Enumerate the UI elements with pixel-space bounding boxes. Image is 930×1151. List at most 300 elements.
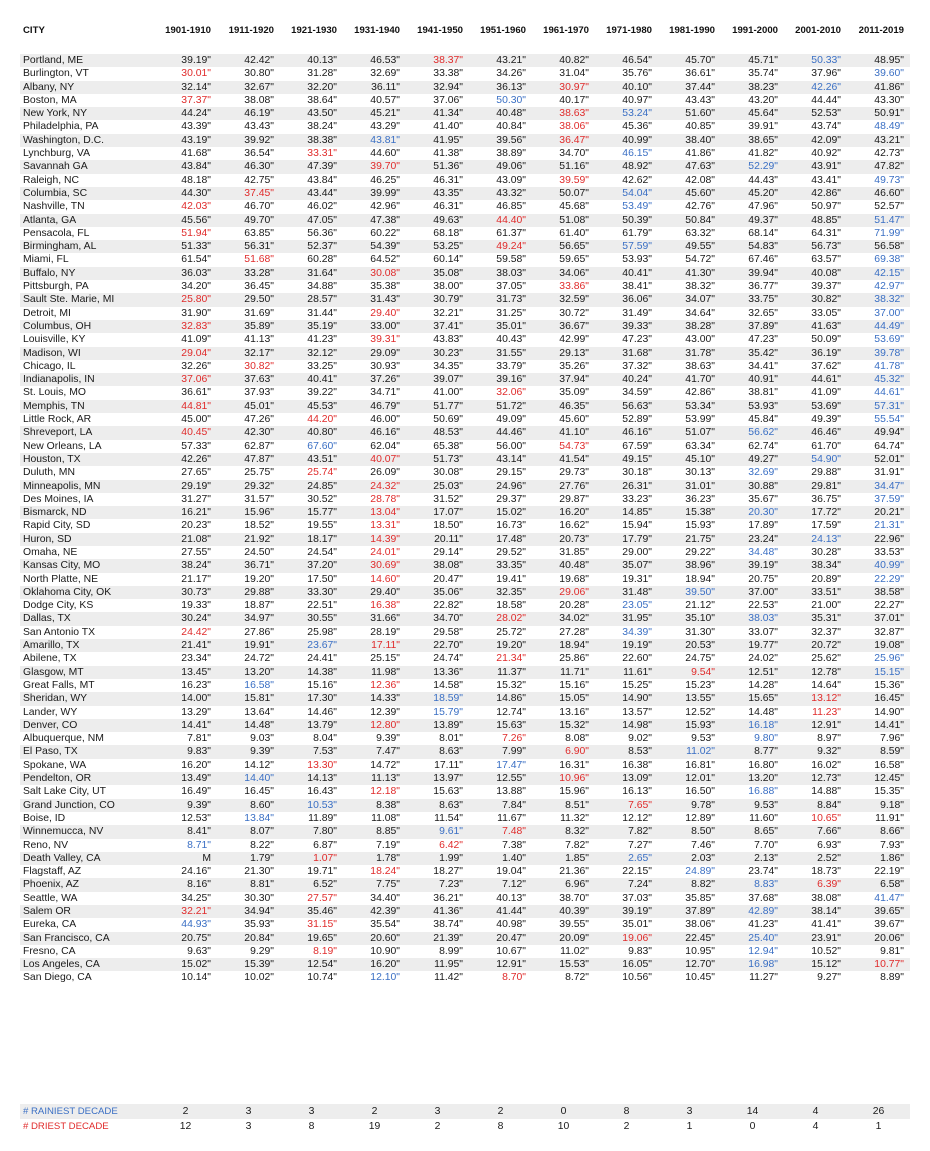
precip-cell: 20.21" (847, 506, 910, 519)
precip-cell: 49.70" (217, 214, 280, 227)
precip-cell: 34.40" (370, 892, 400, 904)
precip-cell-driest: 37.37" (181, 94, 211, 106)
precip-cell: 43.09" (496, 174, 526, 186)
precip-cell: 63.32" (685, 227, 715, 239)
precip-cell: 41.86" (685, 148, 715, 160)
precip-cell: 14.28" (748, 679, 778, 691)
precip-cell: 67.59" (622, 440, 652, 452)
precip-cell: 36.03" (154, 267, 217, 280)
precip-cell: 30.52" (307, 493, 337, 505)
precip-cell: 30.82" (784, 293, 847, 306)
precip-cell: 8.22" (250, 839, 274, 851)
precip-cell: 15.96" (217, 506, 280, 519)
precip-cell-driest: 42.03" (181, 201, 211, 213)
precip-cell-driest: 44.20" (307, 414, 337, 426)
precip-cell: 19.20" (244, 573, 274, 585)
precip-cell: 50.07" (532, 187, 595, 200)
precip-cell: 19.31" (622, 573, 652, 585)
precip-cell-rainiest: 15.79" (433, 706, 463, 718)
precip-cell-rainiest: 37.59" (874, 493, 904, 505)
precip-cell: 40.48" (469, 107, 532, 120)
precip-cell: 51.16" (532, 160, 595, 173)
precip-cell: 30.73" (154, 586, 217, 599)
precip-cell-rainiest: 16.88" (748, 786, 778, 798)
precip-cell: 41.68" (181, 148, 211, 160)
precip-cell: 23.24" (721, 533, 784, 546)
precip-cell-rainiest: 67.60" (307, 440, 337, 452)
precip-cell: 18.94" (685, 573, 715, 585)
precip-cell: 15.96" (559, 786, 589, 798)
precip-cell-rainiest: 32.69" (748, 467, 778, 479)
precip-cell: 40.99" (595, 134, 658, 147)
precip-cell-driest: 9.54" (658, 666, 721, 679)
precip-cell: 8.77" (721, 745, 784, 758)
precip-cell: 51.60" (658, 107, 721, 120)
precip-cell: 44.24" (154, 107, 217, 120)
rainiest-count: 8 (595, 1104, 658, 1119)
precip-cell: 15.77" (280, 506, 343, 519)
precip-cell: 8.66" (847, 825, 910, 838)
precip-cell: 16.05" (595, 958, 658, 971)
table-row (20, 373, 910, 386)
precip-cell: 19.41" (496, 573, 526, 585)
precip-cell: 41.63" (784, 320, 847, 333)
city-cell: Abilene, TX (23, 653, 77, 665)
precip-cell: 34.70" (406, 612, 469, 625)
city-cell: Savannah GA (20, 160, 154, 173)
precip-cell: 39.65" (847, 905, 910, 918)
precip-cell: 15.25" (622, 679, 652, 691)
precip-cell: 33.28" (217, 267, 280, 280)
precip-cell: 9.32" (784, 745, 847, 758)
precip-cell: 34.20" (181, 281, 211, 293)
precip-cell: 30.13" (685, 467, 715, 479)
precip-cell: 31.68" (595, 347, 658, 360)
precip-cell: 29.15" (496, 467, 526, 479)
precip-cell: 10.45" (685, 972, 715, 984)
precip-cell: 23.74" (748, 866, 778, 878)
precip-cell: 17.79" (595, 533, 658, 546)
precip-cell: 6.96" (532, 878, 595, 891)
table-row (20, 386, 910, 399)
precip-cell-rainiest: 44.49" (847, 320, 910, 333)
precip-cell: 20.06" (847, 932, 910, 945)
precip-cell: 61.37" (496, 227, 526, 239)
precip-cell: 21.39" (406, 932, 469, 945)
precip-cell: 40.10" (595, 81, 658, 94)
precip-cell: 14.72" (370, 759, 400, 771)
precip-cell: 41.09" (181, 334, 211, 346)
precip-cell: 15.12" (784, 958, 847, 971)
column-header-decade: 1931-1940 (354, 25, 400, 36)
precip-cell: 56.36" (307, 227, 337, 239)
precip-cell: 39.92" (217, 134, 280, 147)
table-row (20, 865, 910, 878)
precip-cell: 37.05" (496, 281, 526, 293)
precip-cell: 39.16" (469, 373, 532, 386)
table-row (20, 573, 910, 586)
precip-cell: 39.33" (595, 320, 658, 333)
precip-cell: 41.44" (469, 905, 532, 918)
precip-cell: 45.21" (343, 107, 406, 120)
precip-cell: 16.81" (685, 759, 715, 771)
precip-cell: 53.93" (721, 400, 784, 413)
precip-cell: 8.08" (565, 733, 589, 745)
precip-cell: 31.43" (343, 293, 406, 306)
column-header-decade: 1971-1980 (606, 25, 652, 36)
precip-cell: 21.41" (154, 639, 217, 652)
precip-cell: 47.23" (622, 334, 652, 346)
city-cell: Columbus, OH (20, 320, 154, 333)
precip-cell-driest: 30.97" (532, 81, 595, 94)
precip-cell: 12.70" (658, 958, 721, 971)
precip-cell: 16.31" (559, 759, 589, 771)
city-cell: Sheridan, WY (20, 692, 154, 705)
precip-cell: 56.58" (847, 240, 910, 253)
precip-cell: 36.13" (469, 81, 532, 94)
table-row (20, 825, 910, 838)
precip-cell-rainiest: 25.96" (874, 653, 904, 665)
precip-cell: 31.55" (469, 347, 532, 360)
precip-cell: 38.81" (748, 387, 778, 399)
precip-cell: 40.98" (496, 919, 526, 931)
precip-cell: 15.02" (469, 506, 532, 519)
precip-cell: 52.01" (847, 453, 910, 466)
precip-cell: 15.05" (532, 692, 595, 705)
precip-cell: 32.37" (811, 626, 841, 638)
precip-cell: 39.19" (595, 905, 658, 918)
city-cell: Glasgow, MT (20, 666, 154, 679)
precip-cell: 43.44" (280, 187, 343, 200)
precip-cell: 16.50" (685, 786, 715, 798)
precip-cell: 68.18" (433, 227, 463, 239)
table-row (20, 679, 910, 692)
precip-cell: 40.39" (532, 905, 595, 918)
precip-cell: 49.27" (721, 453, 784, 466)
precip-cell: 31.01" (658, 480, 721, 493)
city-cell: Reno, NV (23, 839, 69, 851)
precip-cell-rainiest: 13.84" (244, 812, 274, 824)
precip-cell: 25.86" (559, 653, 589, 665)
precip-cell: 20.73" (532, 533, 595, 546)
precip-cell: 7.81" (187, 733, 211, 745)
precip-cell: 38.89" (496, 148, 526, 160)
precip-cell-driest: 21.34" (496, 653, 526, 665)
precip-cell: 13.09" (595, 772, 658, 785)
precip-cell-rainiest: 23.67" (280, 639, 343, 652)
precip-cell-rainiest: 46.15" (622, 148, 652, 160)
precip-cell-driest: 38.63" (532, 107, 595, 120)
precip-cell: 8.32" (532, 825, 595, 838)
precip-cell: 26.09" (370, 467, 400, 479)
table-row (20, 719, 910, 732)
precip-cell: 38.06" (685, 919, 715, 931)
precip-cell: 42.86" (685, 387, 715, 399)
table-row (20, 958, 910, 971)
city-cell: Albuquerque, NM (23, 733, 104, 745)
precip-cell: 14.90" (874, 706, 904, 718)
precip-cell-rainiest: 38.03" (721, 612, 784, 625)
precip-cell: 15.53" (532, 958, 595, 971)
city-cell: Salt Lake City, UT (23, 786, 106, 798)
precip-cell-rainiest: 57.31" (847, 400, 910, 413)
precip-cell: 67.46" (748, 254, 778, 266)
precip-cell: 17.07" (406, 506, 469, 519)
precip-cell: 25.72" (496, 626, 526, 638)
precip-cell-driest: 19.06" (595, 932, 658, 945)
precip-cell: 32.35" (469, 586, 532, 599)
column-header-decade: 1941-1950 (417, 25, 463, 36)
precip-cell-rainiest: 57.59" (595, 240, 658, 253)
city-cell: Chicago, IL (23, 360, 76, 372)
precip-cell: 20.09" (532, 932, 595, 945)
table-row (20, 81, 910, 94)
city-cell: Burlington, VT (23, 68, 89, 80)
precip-cell: 9.53" (691, 733, 715, 745)
precip-cell: 34.25" (181, 892, 211, 904)
precip-cell: 37.32" (622, 360, 652, 372)
precip-cell: 42.39" (343, 905, 406, 918)
precip-cell: 45.64" (721, 107, 784, 120)
precip-cell: 34.94" (217, 905, 280, 918)
precip-cell: 33.25" (307, 360, 337, 372)
precip-cell: 10.67" (496, 945, 526, 957)
rainiest-count: 3 (406, 1104, 469, 1119)
precip-cell: 8.85" (343, 825, 406, 838)
precip-cell: 41.82" (748, 148, 778, 160)
precip-cell: 29.52" (496, 546, 526, 558)
precip-cell-driest: 54.73" (559, 440, 589, 452)
city-cell: Washington, D.C. (20, 134, 154, 147)
precip-cell: 50.91" (847, 107, 910, 120)
city-cell: Bismarck, ND (20, 506, 154, 519)
precip-cell-rainiest: 50.33" (784, 54, 847, 67)
precip-cell: 6.52" (280, 878, 343, 891)
precip-cell: 47.63" (658, 160, 721, 173)
column-header-decade: 1961-1970 (543, 25, 589, 36)
precip-cell-rainiest: 40.99" (847, 559, 910, 572)
precip-cell: 60.28" (307, 254, 337, 266)
precip-cell: 1.85" (532, 852, 595, 865)
precip-cell: 39.19" (154, 54, 217, 67)
table-row (20, 852, 910, 865)
city-cell: New Orleans, LA (23, 440, 102, 452)
table-row (20, 945, 910, 958)
precip-cell: 16.45" (244, 786, 274, 798)
precip-cell: 53.34" (658, 400, 721, 413)
precip-cell: 8.84" (784, 799, 847, 812)
precip-cell: 44.46" (469, 426, 532, 439)
precip-cell: 21.36" (559, 866, 589, 878)
precip-cell: 13.57" (622, 706, 652, 718)
precip-cell: 12.74" (496, 706, 526, 718)
precip-cell-driest: 32.83" (154, 320, 217, 333)
table-row (20, 692, 910, 705)
precip-cell-rainiest: 53.69" (874, 334, 904, 346)
precip-cell-driest: 38.06" (559, 121, 589, 133)
city-cell: Oklahoma City, OK (20, 586, 154, 599)
precip-cell: 18.17" (280, 533, 343, 546)
precip-cell: 29.37" (496, 493, 526, 505)
precip-cell: 37.93" (244, 387, 274, 399)
precip-cell: 51.36" (406, 160, 469, 173)
column-header-city: CITY (23, 25, 45, 36)
precip-cell: 12.53" (181, 812, 211, 824)
precip-cell: 40.41" (595, 267, 658, 280)
table-body (20, 54, 910, 985)
city-cell: Salem OR (20, 905, 154, 918)
precip-cell: 38.32" (685, 281, 715, 293)
precip-cell: 48.95" (847, 54, 910, 67)
precip-cell: 9.78" (658, 799, 721, 812)
precip-cell: 8.38" (343, 799, 406, 812)
precip-cell-rainiest: 18.59" (406, 692, 469, 705)
precip-cell-driest: 36.47" (532, 134, 595, 147)
precip-cell-rainiest: 55.54" (874, 414, 904, 426)
precip-cell: 46.70" (244, 201, 274, 213)
precip-cell: 36.71" (217, 559, 280, 572)
precip-cell: 14.33" (343, 692, 406, 705)
precip-cell: 36.11" (343, 81, 406, 94)
precip-cell: 24.85" (280, 480, 343, 493)
precip-cell: 49.15" (595, 453, 658, 466)
column-header-decade: 1901-1910 (165, 25, 211, 36)
precip-cell: 38.14" (784, 905, 847, 918)
driest-count: 1 (875, 1121, 882, 1132)
table-row (20, 240, 910, 253)
precip-cell: 11.60" (749, 812, 778, 824)
precip-cell: 7.80" (280, 825, 343, 838)
precip-cell: 13.97" (406, 772, 469, 785)
table-row (20, 453, 910, 466)
precip-cell: 42.26" (154, 453, 217, 466)
city-cell: Spokane, WA (23, 759, 87, 771)
precip-cell: 41.30" (658, 267, 721, 280)
precip-cell: 31.30" (685, 626, 715, 638)
precip-cell: 61.70" (811, 440, 841, 452)
precip-cell-rainiest: 51.47" (847, 214, 910, 227)
precip-cell: 41.36" (406, 905, 469, 918)
precip-cell-driest: 10.65" (811, 812, 841, 824)
precip-cell: 41.95" (406, 134, 469, 147)
precip-cell: 56.65" (532, 240, 595, 253)
precip-cell: 14.48" (748, 706, 778, 718)
table-row (20, 799, 910, 812)
table-row (20, 732, 910, 745)
city-cell: Rapid City, SD (23, 520, 91, 532)
precip-cell-rainiest: 56.62" (721, 426, 784, 439)
precip-cell: 44.60" (370, 148, 400, 160)
precip-cell: 43.35" (406, 187, 469, 200)
precip-cell: 12.91" (469, 958, 532, 971)
city-cell: Dodge City, KS (23, 600, 94, 612)
city-cell: Huron, SD (20, 533, 154, 546)
precip-cell: 33.35" (469, 559, 532, 572)
precip-cell: 7.82" (565, 839, 589, 851)
precip-cell: 40.57" (370, 94, 400, 106)
precip-cell: 25.15" (370, 653, 400, 665)
precip-cell: 39.19" (721, 559, 784, 572)
precip-cell: 43.50" (280, 107, 343, 120)
table-row (20, 466, 910, 479)
precip-cell: 9.83" (628, 945, 652, 957)
city-cell: Boston, MA (23, 94, 77, 106)
precip-cell: 29.73" (559, 467, 589, 479)
precip-cell: 46.25" (370, 174, 400, 186)
precip-cell: 38.38" (280, 134, 343, 147)
precip-cell-rainiest: 44.61" (874, 387, 904, 399)
column-header-decade: 1991-2000 (732, 25, 778, 36)
city-cell: El Paso, TX (20, 745, 154, 758)
precip-cell: 40.84" (496, 121, 526, 133)
precip-cell: 20.53" (658, 639, 721, 652)
precip-cell-rainiest: 2.65" (595, 852, 658, 865)
precip-cell: 32.69" (370, 68, 400, 80)
precip-cell: 32.12" (280, 347, 343, 360)
table-row (20, 626, 910, 639)
precip-cell: 38.96" (658, 559, 721, 572)
precip-cell-driest: 40.07" (343, 453, 406, 466)
precip-cell-rainiest: 50.30" (496, 94, 526, 106)
precip-cell: 50.84" (658, 214, 721, 227)
precip-cell: 22.15" (622, 866, 652, 878)
precip-cell-driest: 14.60" (370, 573, 400, 585)
precip-cell: 47.87" (217, 453, 280, 466)
precip-cell: 10.52" (811, 945, 841, 957)
precip-cell: 39.67" (874, 919, 904, 931)
precip-cell-driest: 27.57" (307, 892, 337, 904)
precip-cell: 65.38" (433, 440, 463, 452)
precip-cell: 29.58" (433, 626, 463, 638)
precip-cell: 7.24" (595, 878, 658, 891)
precip-cell: 49.06" (469, 160, 532, 173)
precip-cell: 45.56" (154, 214, 217, 227)
precip-cell-rainiest: 53.24" (595, 107, 658, 120)
precip-cell: 44.43" (748, 174, 778, 186)
precip-cell: 40.91" (721, 373, 784, 386)
table-row (20, 639, 910, 652)
precip-cell: 43.84" (154, 160, 217, 173)
precip-cell: 19.55" (307, 520, 337, 532)
precip-cell: 47.38" (343, 214, 406, 227)
precip-cell: 8.53" (595, 745, 658, 758)
precip-cell: 18.50" (433, 520, 463, 532)
precip-cell: 16.23" (181, 679, 211, 691)
precip-cell: 32.87" (874, 626, 904, 638)
precip-cell: 29.40" (343, 586, 406, 599)
precip-cell: 45.36" (622, 121, 652, 133)
table-row (20, 267, 910, 280)
precip-cell: 8.82" (658, 878, 721, 891)
precip-cell: 37.63" (217, 373, 280, 386)
precip-cell: 31.25" (496, 307, 526, 319)
precip-cell: 34.71" (370, 387, 400, 399)
precip-cell: 12.51" (721, 666, 784, 679)
precip-cell: 29.88" (217, 586, 280, 599)
precip-cell: 37.20" (280, 559, 343, 572)
precip-cell: 31.49" (622, 307, 652, 319)
precip-cell-driest: 30.69" (343, 559, 406, 572)
precip-cell-rainiest: 34.47" (847, 480, 910, 493)
table-row (20, 174, 910, 187)
precip-cell: 18.52" (244, 520, 274, 532)
precip-cell: 35.38" (370, 281, 400, 293)
city-cell: Minneapolis, MN (20, 480, 154, 493)
precip-cell-driest: 7.65" (595, 799, 658, 812)
precip-cell: 33.05" (811, 307, 841, 319)
precip-cell: 62.04" (370, 440, 400, 452)
driest-decade-row (20, 1119, 910, 1134)
